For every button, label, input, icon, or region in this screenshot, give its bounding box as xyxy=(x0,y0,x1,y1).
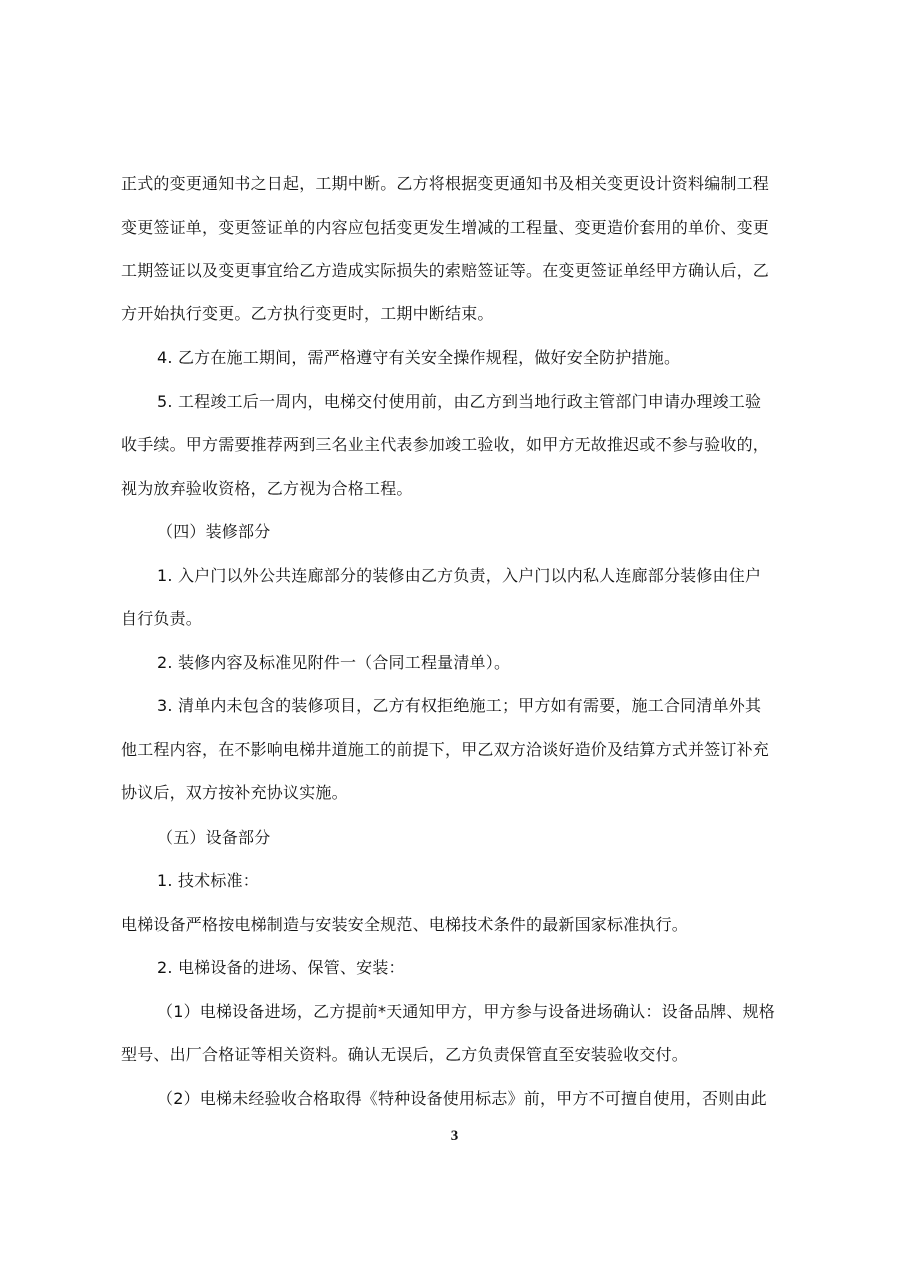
text-line: 正式的变更通知书之日起，工期中断。乙方将根据变更通知书及相关变更设计资料编制工程 xyxy=(121,174,770,193)
text-line: （1）电梯设备进场，乙方提前*天通知甲方，甲方参与设备进场确认：设备品牌、规格 xyxy=(157,1002,775,1021)
section-heading: （四）装修部分 xyxy=(157,522,271,541)
text-line: 5. 工程竣工后一周内，电梯交付使用前，由乙方到当地行政主管部门申请办理竣工验 xyxy=(157,392,762,411)
text-line: 工期签证以及变更事宜给乙方造成实际损失的索赔签证等。在变更签证单经甲方确认后，乙 xyxy=(121,261,770,280)
section-heading: （五）设备部分 xyxy=(157,828,271,847)
text-line: 他工程内容，在不影响电梯井道施工的前提下，甲乙双方洽谈好造价及结算方式并签订补充 xyxy=(121,740,770,759)
text-line: 电梯设备严格按电梯制造与安装安全规范、电梯技术条件的最新国家标准执行。 xyxy=(121,915,689,934)
text-line: 协议后，双方按补充协议实施。 xyxy=(121,783,348,802)
text-line: （2）电梯未经验收合格取得《特种设备使用标志》前，甲方不可擅自使用，否则由此 xyxy=(157,1089,767,1108)
text-line: 2. 电梯设备的进场、保管、安装： xyxy=(157,958,405,977)
text-line: 自行负责。 xyxy=(121,609,203,628)
text-line: 1. 入户门以外公共连廊部分的装修由乙方负责，入户门以内私人连廊部分装修由住户 xyxy=(157,566,762,585)
text-line: 3. 清单内未包含的装修项目，乙方有权拒绝施工；甲方如有需要，施工合同清单外其 xyxy=(157,696,762,715)
text-line: 视为放弃验收资格，乙方视为合格工程。 xyxy=(121,479,413,498)
text-line: 4. 乙方在施工期间，需严格遵守有关安全操作规程，做好安全防护措施。 xyxy=(157,348,681,367)
page-number: 3 xyxy=(450,1128,459,1144)
text-line: 方开始执行变更。乙方执行变更时，工期中断结束。 xyxy=(121,304,494,323)
text-line: 变更签证单，变更签证单的内容应包括变更发生增减的工程量、变更造价套用的单价、变更 xyxy=(121,218,770,237)
text-line: 2. 装修内容及标准见附件一（合同工程量清单）。 xyxy=(157,653,511,672)
text-line: 收手续。甲方需要推荐两到三名业主代表参加竣工验收，如甲方无故推迟或不参与验收的， xyxy=(121,435,770,454)
text-line: 型号、出厂合格证等相关资料。确认无误后，乙方负责保管直至安装验收交付。 xyxy=(121,1045,689,1064)
text-line: 1. 技术标准： xyxy=(157,871,259,890)
